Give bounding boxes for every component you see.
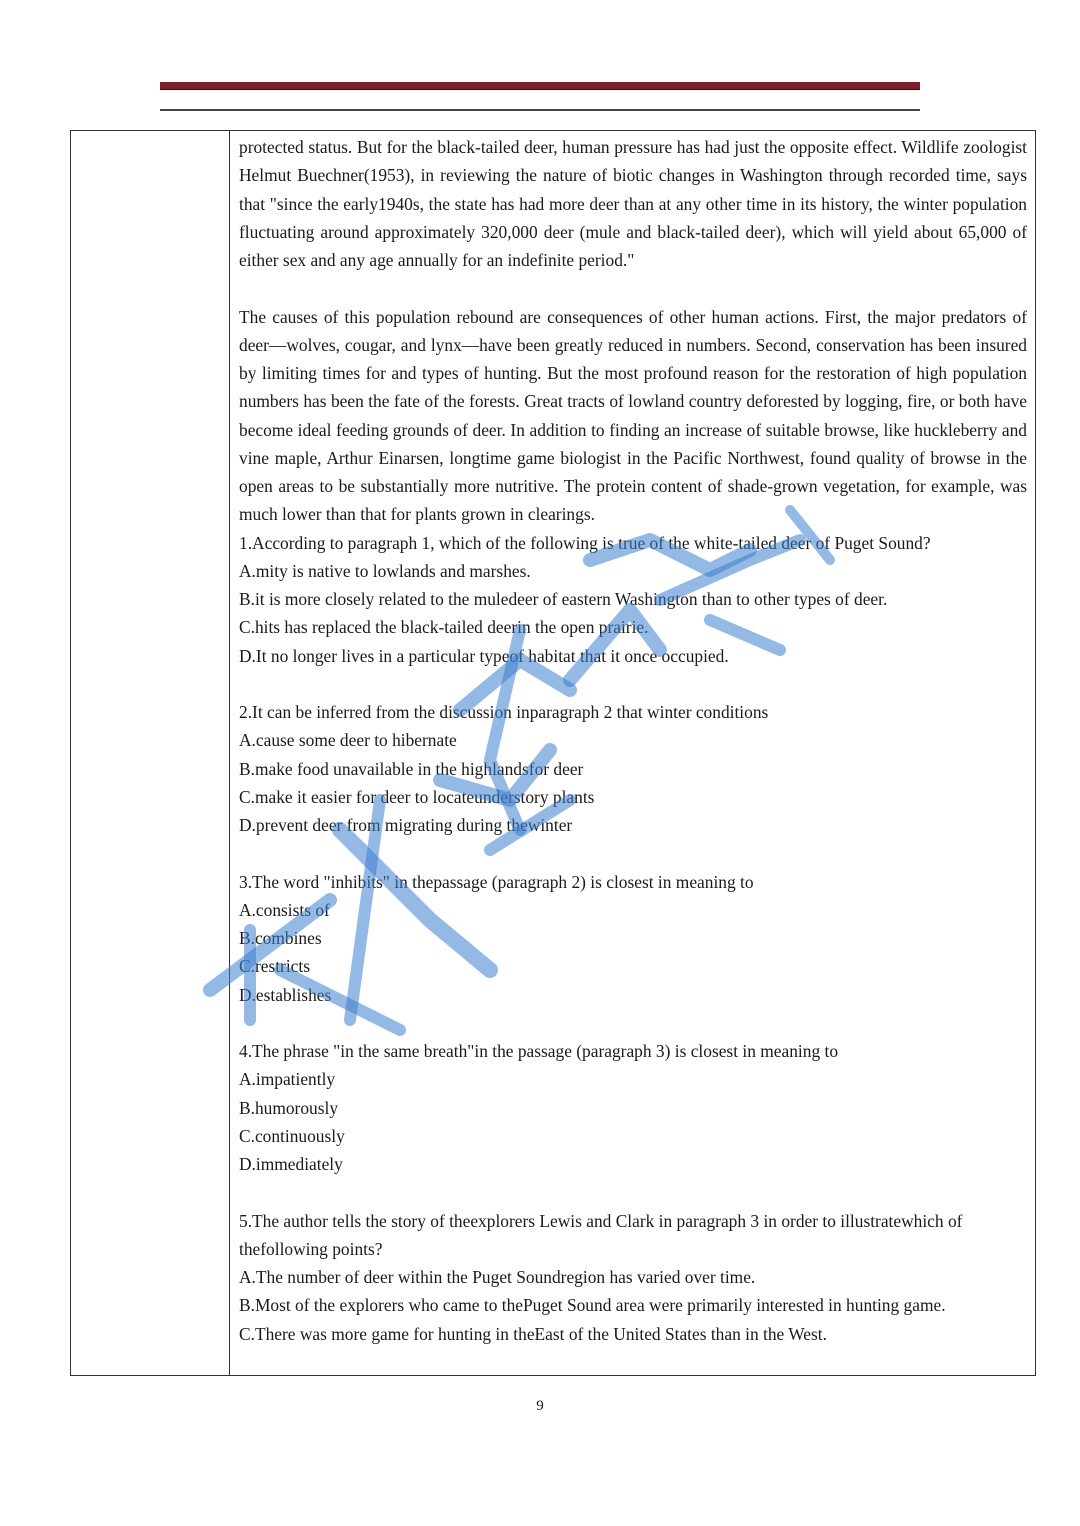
question-4-stem: 4.The phrase "in the same breath"in the passage (paragraph 3) is closest in meaning to [239, 1041, 839, 1061]
question-2-option-b: B.make food unavailable in the highlandsfor deer [239, 758, 584, 779]
question-3-option-d: D.establishes [239, 984, 332, 1005]
question-4-option-d: D.immediately [239, 1154, 343, 1174]
question-1-option-a: A.mity is native to lowlands and marshes. [239, 560, 531, 581]
content-table [70, 130, 1036, 1376]
left-column-cell [71, 131, 230, 1375]
question-2-option-a: A.cause some deer to hibernate [239, 730, 457, 751]
question-5-option-c: C.There was more game for hunting in theEast of the United States than in the West. [239, 1323, 827, 1344]
question-1-option-d: D.It no longer lives in a particular typeof habitat that it once occupied. [239, 645, 729, 666]
passage-paragraph-continued: protected status. But for the black-tailed deer, human pressure has had just the opposite effect. Wildlife zoologist Helmut Buechner(1953), in reviewing the nature of biotic changes in Washington through recorded time, says that "since the early1940s, the state has had more deer than at any other time in its history, the winter population fluctuating around approximately 320,000 deer (mule and black-tailed deer), which will yield about 65,000 of either sex and any age annually for an indefinite period." [239, 137, 1027, 270]
question-5-option-a: A.The number of deer within the Puget Soundregion has varied over time. [239, 1267, 756, 1287]
question-3-stem: 3.The word "inhibits" in thepassage (paragraph 2) is closest in meaning to [239, 871, 754, 892]
question-2-option-c: C.make it easier for deer to locateunderstory plants [239, 786, 595, 807]
question-5-stem: 5.The author tells the story of theexplorers Lewis and Clark in paragraph 3 in order to illustratewhich of thefollowing points? [239, 1210, 963, 1259]
question-1-option-b: B.it is more closely related to the muledeer of eastern Washington than to other types of deer. [239, 589, 888, 609]
question-4-option-b: B.humorously [239, 1097, 339, 1118]
question-3-option-b: B.combines [239, 928, 322, 948]
header-rule-thin [160, 109, 920, 111]
question-1-option-c: C.hits has replaced the black-tailed deerin the open prairie. [239, 617, 649, 638]
passage-paragraph: The causes of this population rebound are consequences of other human actions. First, the major predators of deer—wolves, cougar, and lynx—have been greatly reduced in numbers. Second, conservation has been insured by limiting times for and types of hunting. But the most profound reason for the restoration of high population numbers has been the fate of the forests. Great tracts of lowland country deforested by logging, fire, or both have become ideal feeding grounds of deer. In addition to finding an increase of suitable browse, like huckleberry and vine maple, Arthur Einarsen, longtime game biologist in the Pacific Northwest, found quality of browse in the open areas to be substantially more nutritive. The protein content of shade-grown vegetation, for example, was much lower than that for plants grown in clearings. [239, 306, 1027, 525]
question-4-option-c: C.continuously [239, 1125, 345, 1146]
question-1-stem: 1.According to paragraph 1, which of the following is true of the white-tailed deer of Puget Sound? [239, 532, 931, 553]
question-2-stem: 2.It can be inferred from the discussion inparagraph 2 that winter conditions [239, 702, 769, 722]
question-3-option-c: C.restricts [239, 956, 310, 977]
page-number: 9 [536, 1398, 544, 1414]
passage-cell [239, 133, 1027, 1348]
question-4-option-a: A.impatiently [239, 1069, 336, 1090]
question-5-option-b: B.Most of the explorers who came to thePuget Sound area were primarily interested in hunting game. [239, 1295, 946, 1316]
question-3-option-a: A.consists of [239, 899, 330, 920]
header-rule-thick [160, 82, 920, 90]
question-2-option-d: D.prevent deer from migrating during thewinter [239, 815, 573, 835]
